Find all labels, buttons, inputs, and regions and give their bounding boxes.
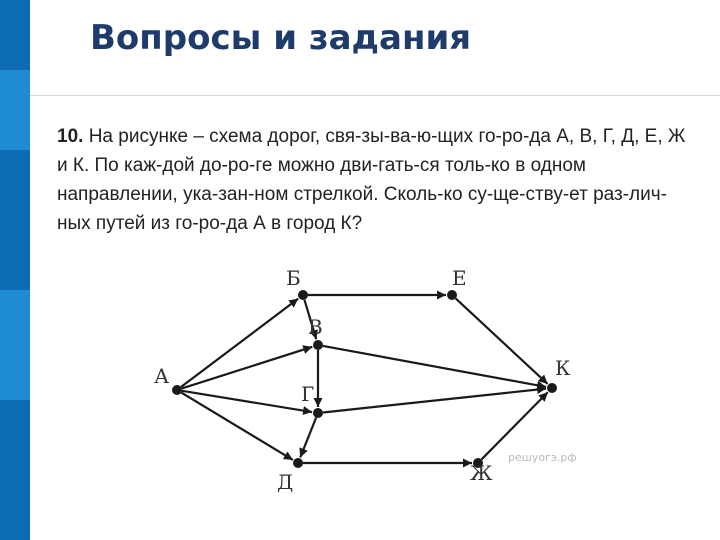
- edge-zh-to-k: [482, 392, 548, 459]
- edge-a-to-g: [182, 391, 312, 412]
- node-e: [447, 290, 457, 300]
- node-a: [172, 385, 182, 395]
- edge-a-to-d: [181, 393, 293, 460]
- node-g: [313, 408, 323, 418]
- node-label-v: В: [308, 315, 323, 339]
- edges-layer: [181, 295, 548, 463]
- task-text: На рисунке – схема дорог, свя-зы-ва-ю-щих го-ро-да А, В, Г, Д, Е, Ж и К. По каж-дой до-ро-ге можно дви-гать-ся толь-ко в одном направлении, ука-зан-ном стрелкой. Сколь-ко су-ще-ству-ет раз-лич-ных путей из го-ро-да А в город К?: [57, 126, 686, 234]
- edge-a-to-v: [182, 347, 313, 389]
- edge-e-to-k: [456, 298, 548, 384]
- node-label-g: Г: [301, 382, 315, 406]
- node-v: [313, 340, 323, 350]
- side-accent-band: [0, 0, 30, 70]
- node-label-b: Б: [286, 266, 301, 290]
- node-d: [293, 458, 303, 468]
- edge-a-to-b: [181, 299, 298, 387]
- edge-g-to-d: [300, 418, 316, 458]
- node-k: [547, 383, 557, 393]
- node-label-e: Е: [452, 266, 467, 290]
- node-label-zh: Ж: [470, 461, 493, 485]
- slide-title: Вопросы и задания: [90, 18, 472, 58]
- node-b: [298, 290, 308, 300]
- task-paragraph: [57, 122, 697, 238]
- node-label-k: К: [555, 356, 571, 380]
- edge-g-to-k: [323, 389, 546, 413]
- task-number: 10.: [57, 126, 84, 147]
- watermark-text: решуогэ.рф: [508, 451, 577, 464]
- title-divider: [30, 95, 720, 96]
- node-label-d: Д: [277, 470, 294, 494]
- node-label-a: А: [154, 364, 170, 388]
- side-accent-band: [0, 400, 30, 540]
- side-accent-band: [0, 150, 30, 290]
- side-accent-bar: [0, 0, 30, 540]
- road-graph: [140, 255, 590, 500]
